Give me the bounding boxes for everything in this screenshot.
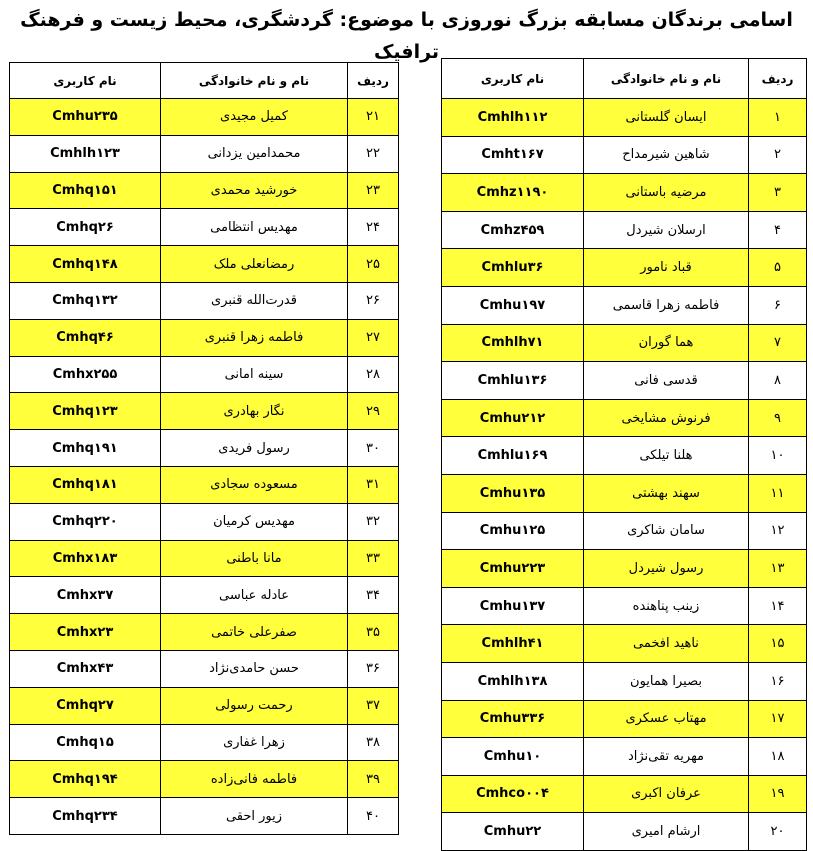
full-name-cell: زیور احقی bbox=[161, 798, 348, 835]
table-row bbox=[442, 399, 807, 437]
username-cell: Cmhq۱۴۸ bbox=[10, 246, 161, 283]
row-number-cell: ۱۹ bbox=[749, 775, 807, 813]
table-row bbox=[10, 687, 399, 724]
table-row bbox=[442, 662, 807, 700]
row-number-cell: ۲ bbox=[749, 136, 807, 174]
full-name-cell: مهتاب عسکری bbox=[584, 700, 749, 738]
table-row bbox=[442, 136, 807, 174]
table-row bbox=[442, 775, 807, 813]
username-cell: Cmhu۱۳۷ bbox=[442, 587, 584, 625]
full-name-cell: کمیل مجیدی bbox=[161, 99, 348, 136]
username-cell: Cmhq۲۳۴ bbox=[10, 798, 161, 835]
username-cell: Cmhq۲۲۰ bbox=[10, 503, 161, 540]
full-name-cell: ایسان گلستانی bbox=[584, 99, 749, 137]
full-name-cell: هما گوران bbox=[584, 324, 749, 362]
full-name-cell: سامان شاکری bbox=[584, 512, 749, 550]
full-name-cell: مهدیس انتظامی bbox=[161, 209, 348, 246]
row-number-cell: ۳ bbox=[749, 174, 807, 212]
username-cell: Cmhu۲۳۵ bbox=[10, 99, 161, 136]
row-number-cell: ۱۱ bbox=[749, 474, 807, 512]
full-name-cell: حسن حامدی‌نژاد bbox=[161, 650, 348, 687]
row-number-cell: ۳۸ bbox=[348, 724, 399, 761]
table-row bbox=[442, 474, 807, 512]
username-cell: Cmhu۱۰ bbox=[442, 738, 584, 776]
full-name-cell: سهند بهشتی bbox=[584, 474, 749, 512]
table-row bbox=[10, 282, 399, 319]
username-cell: Cmhu۱۲۵ bbox=[442, 512, 584, 550]
row-number-cell: ۳۱ bbox=[348, 466, 399, 503]
row-number-cell: ۳۹ bbox=[348, 761, 399, 798]
full-name-cell: رسول شیردل bbox=[584, 550, 749, 588]
username-cell: Cmhlh۱۱۲ bbox=[442, 99, 584, 137]
row-number-cell: ۱۴ bbox=[749, 587, 807, 625]
table-row bbox=[10, 650, 399, 687]
header-full-name: نام و نام خانوادگی bbox=[161, 63, 348, 99]
full-name-cell: رسول فریدی bbox=[161, 430, 348, 467]
row-number-cell: ۲۷ bbox=[348, 319, 399, 356]
username-cell: Cmhz۱۱۹۰ bbox=[442, 174, 584, 212]
full-name-cell: زهرا غفاری bbox=[161, 724, 348, 761]
username-cell: Cmhq۲۶ bbox=[10, 209, 161, 246]
full-name-cell: فرنوش مشایخی bbox=[584, 399, 749, 437]
username-cell: Cmhlh۱۲۳ bbox=[10, 135, 161, 172]
username-cell: Cmhu۲۱۲ bbox=[442, 399, 584, 437]
row-number-cell: ۳۴ bbox=[348, 577, 399, 614]
full-name-cell: نگار بهادری bbox=[161, 393, 348, 430]
row-number-cell: ۶ bbox=[749, 286, 807, 324]
row-number-cell: ۳۶ bbox=[348, 650, 399, 687]
row-number-cell: ۲۲ bbox=[348, 135, 399, 172]
header-username: نام کاربری bbox=[10, 63, 161, 99]
table-row bbox=[10, 209, 399, 246]
full-name-cell: محمدامین یزدانی bbox=[161, 135, 348, 172]
table-row bbox=[442, 512, 807, 550]
full-name-cell: ارشام امیری bbox=[584, 813, 749, 851]
username-cell: Cmhlh۱۳۸ bbox=[442, 662, 584, 700]
table-row bbox=[442, 362, 807, 400]
username-cell: Cmhq۱۵ bbox=[10, 724, 161, 761]
username-cell: Cmhlu۱۳۶ bbox=[442, 362, 584, 400]
table-row bbox=[10, 798, 399, 835]
row-number-cell: ۳۷ bbox=[348, 687, 399, 724]
table-row bbox=[10, 172, 399, 209]
full-name-cell: رمضانعلی ملک bbox=[161, 246, 348, 283]
full-name-cell: رحمت رسولی bbox=[161, 687, 348, 724]
table-row bbox=[10, 540, 399, 577]
row-number-cell: ۱۵ bbox=[749, 625, 807, 663]
row-number-cell: ۲۹ bbox=[348, 393, 399, 430]
username-cell: Cmhu۲۲۳ bbox=[442, 550, 584, 588]
full-name-cell: فاطمه فانی‌زاده bbox=[161, 761, 348, 798]
full-name-cell: مسعوده سجادی bbox=[161, 466, 348, 503]
header-full-name: نام و نام خانوادگی bbox=[584, 59, 749, 99]
full-name-cell: مرضیه باستانی bbox=[584, 174, 749, 212]
full-name-cell: فاطمه زهرا قنبری bbox=[161, 319, 348, 356]
row-number-cell: ۳۰ bbox=[348, 430, 399, 467]
full-name-cell: عادله عباسی bbox=[161, 577, 348, 614]
username-cell: Cmhu۳۳۶ bbox=[442, 700, 584, 738]
full-name-cell: ارسلان شیردل bbox=[584, 211, 749, 249]
row-number-cell: ۱۶ bbox=[749, 662, 807, 700]
table-row bbox=[442, 249, 807, 287]
row-number-cell: ۲۱ bbox=[348, 99, 399, 136]
table-row bbox=[442, 700, 807, 738]
full-name-cell: فاطمه زهرا قاسمی bbox=[584, 286, 749, 324]
username-cell: Cmht۱۶۷ bbox=[442, 136, 584, 174]
table-row bbox=[10, 724, 399, 761]
row-number-cell: ۲۰ bbox=[749, 813, 807, 851]
page-title: اسامی برندگان مسابقه بزرگ نوروزی با موضوع: گردشگری، محیط زیست و فرهنگ ترافیک bbox=[20, 9, 793, 63]
row-number-cell: ۹ bbox=[749, 399, 807, 437]
full-name-cell: بصیرا همایون bbox=[584, 662, 749, 700]
table-row bbox=[442, 174, 807, 212]
header-username: نام کاربری bbox=[442, 59, 584, 99]
row-number-cell: ۷ bbox=[749, 324, 807, 362]
table-row bbox=[442, 738, 807, 776]
full-name-cell: سینه امانی bbox=[161, 356, 348, 393]
full-name-cell: قباد نامور bbox=[584, 249, 749, 287]
table-row bbox=[10, 614, 399, 651]
username-cell: Cmhco۰۰۴ bbox=[442, 775, 584, 813]
username-cell: Cmhx۱۸۳ bbox=[10, 540, 161, 577]
table-row bbox=[442, 550, 807, 588]
username-cell: Cmhlu۱۶۹ bbox=[442, 437, 584, 475]
table-row bbox=[442, 99, 807, 137]
row-number-cell: ۱۲ bbox=[749, 512, 807, 550]
username-cell: Cmhq۱۳۲ bbox=[10, 282, 161, 319]
username-cell: Cmhq۱۲۳ bbox=[10, 393, 161, 430]
table-row bbox=[10, 99, 399, 136]
row-number-cell: ۸ bbox=[749, 362, 807, 400]
username-cell: Cmhq۴۶ bbox=[10, 319, 161, 356]
full-name-cell: قدرت‌الله قنبری bbox=[161, 282, 348, 319]
row-number-cell: ۳۵ bbox=[348, 614, 399, 651]
header-row-number: ردیف bbox=[348, 63, 399, 99]
table-row bbox=[10, 430, 399, 467]
row-number-cell: ۱۳ bbox=[749, 550, 807, 588]
table-row bbox=[10, 761, 399, 798]
row-number-cell: ۳۳ bbox=[348, 540, 399, 577]
full-name-cell: صفرعلی خاتمی bbox=[161, 614, 348, 651]
table-row bbox=[10, 577, 399, 614]
row-number-cell: ۱۸ bbox=[749, 738, 807, 776]
full-name-cell: زینب پناهنده bbox=[584, 587, 749, 625]
username-cell: Cmhu۱۹۷ bbox=[442, 286, 584, 324]
row-number-cell: ۱۰ bbox=[749, 437, 807, 475]
username-cell: Cmhx۳۷ bbox=[10, 577, 161, 614]
table-row bbox=[442, 211, 807, 249]
username-cell: Cmhu۲۲ bbox=[442, 813, 584, 851]
winners-table-right bbox=[441, 58, 807, 851]
username-cell: Cmhx۲۳ bbox=[10, 614, 161, 651]
table-row bbox=[10, 466, 399, 503]
table-row bbox=[442, 813, 807, 851]
table-row bbox=[442, 437, 807, 475]
username-cell: Cmhu۱۳۵ bbox=[442, 474, 584, 512]
table-row bbox=[442, 625, 807, 663]
username-cell: Cmhx۲۵۵ bbox=[10, 356, 161, 393]
full-name-cell: قدسی فانی bbox=[584, 362, 749, 400]
winners-table-left bbox=[9, 62, 399, 835]
row-number-cell: ۱۷ bbox=[749, 700, 807, 738]
row-number-cell: ۱ bbox=[749, 99, 807, 137]
username-cell: Cmhq۱۹۱ bbox=[10, 430, 161, 467]
username-cell: Cmhz۴۵۹ bbox=[442, 211, 584, 249]
table-row bbox=[10, 246, 399, 283]
full-name-cell: هلنا تیلکی bbox=[584, 437, 749, 475]
full-name-cell: عرفان اکبری bbox=[584, 775, 749, 813]
full-name-cell: مهریه تقی‌نژاد bbox=[584, 738, 749, 776]
table-row bbox=[442, 324, 807, 362]
username-cell: Cmhlu۳۶ bbox=[442, 249, 584, 287]
table-row bbox=[10, 135, 399, 172]
row-number-cell: ۲۸ bbox=[348, 356, 399, 393]
username-cell: Cmhq۱۸۱ bbox=[10, 466, 161, 503]
username-cell: Cmhq۲۷ bbox=[10, 687, 161, 724]
row-number-cell: ۲۵ bbox=[348, 246, 399, 283]
table-row bbox=[10, 503, 399, 540]
table-row bbox=[442, 587, 807, 625]
row-number-cell: ۲۴ bbox=[348, 209, 399, 246]
row-number-cell: ۲۶ bbox=[348, 282, 399, 319]
full-name-cell: خورشید محمدی bbox=[161, 172, 348, 209]
full-name-cell: مانا باطنی bbox=[161, 540, 348, 577]
username-cell: Cmhlh۷۱ bbox=[442, 324, 584, 362]
row-number-cell: ۲۳ bbox=[348, 172, 399, 209]
row-number-cell: ۴۰ bbox=[348, 798, 399, 835]
table-row bbox=[442, 286, 807, 324]
table-row bbox=[10, 356, 399, 393]
username-cell: Cmhx۴۳ bbox=[10, 650, 161, 687]
row-number-cell: ۵ bbox=[749, 249, 807, 287]
full-name-cell: مهدیس کرمیان bbox=[161, 503, 348, 540]
row-number-cell: ۳۲ bbox=[348, 503, 399, 540]
table-row bbox=[10, 319, 399, 356]
username-cell: Cmhq۱۹۴ bbox=[10, 761, 161, 798]
username-cell: Cmhlh۴۱ bbox=[442, 625, 584, 663]
full-name-cell: ناهید افخمی bbox=[584, 625, 749, 663]
header-row-number: ردیف bbox=[749, 59, 807, 99]
username-cell: Cmhq۱۵۱ bbox=[10, 172, 161, 209]
full-name-cell: شاهین شیرمداح bbox=[584, 136, 749, 174]
row-number-cell: ۴ bbox=[749, 211, 807, 249]
table-row bbox=[10, 393, 399, 430]
